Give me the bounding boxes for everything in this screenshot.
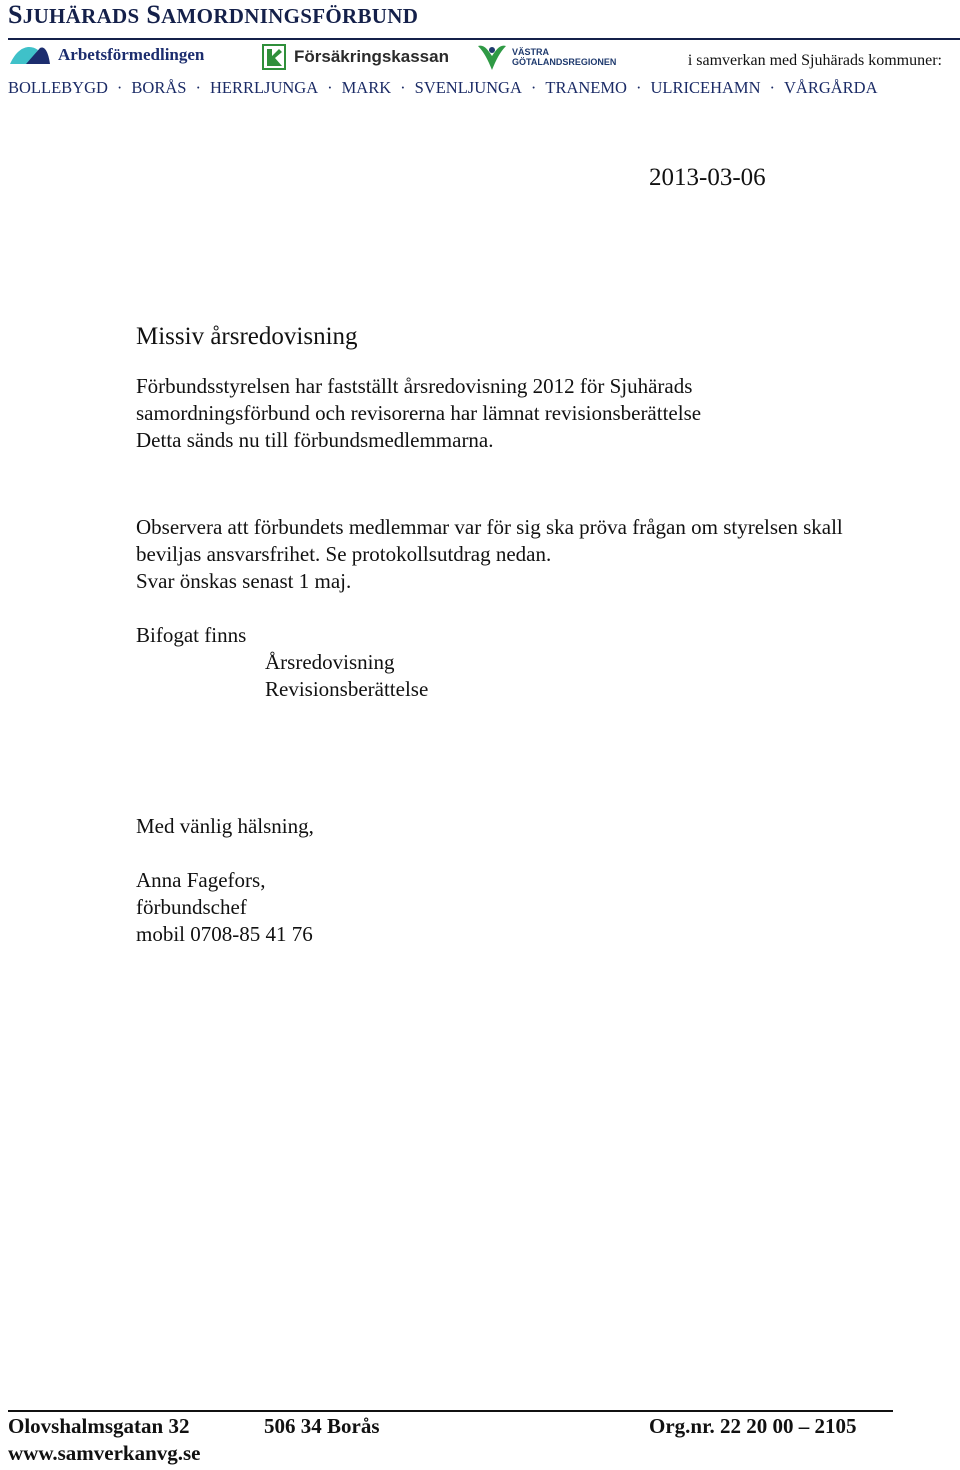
forsakringskassan-logo xyxy=(262,44,449,70)
attachments-label: Bifogat finns xyxy=(136,623,247,647)
municipality-separator: · xyxy=(635,78,642,97)
closing-greeting: Med vänlig hälsning, xyxy=(136,814,314,838)
municipality-separator: · xyxy=(195,78,201,97)
paragraph-line: samordningsförbund och revisorerna har lämnat revisionsberättelse xyxy=(136,401,702,425)
municipality-name: BOLLEBYGD xyxy=(8,78,108,97)
org-name-part-2: AMORDNINGSFÖRBUND xyxy=(161,4,419,28)
footer-website[interactable]: www.samverkanvg.se xyxy=(8,1441,201,1465)
municipality-separator: · xyxy=(327,78,333,97)
municipality-separator: · xyxy=(530,78,537,97)
paragraph-discharge xyxy=(136,514,843,595)
cooperation-statement: i samverkan med Sjuhärads kommuner: xyxy=(687,52,942,69)
signatory-phone: mobil 0708-85 41 76 xyxy=(136,922,313,946)
paragraph-line: Observera att förbundets medlemmar var för sig ska pröva frågan om styrelsen skall xyxy=(136,515,843,539)
arbetsformedlingen-name: Arbetsförmedlingen xyxy=(58,45,205,64)
forsakringskassan-emblem-icon xyxy=(262,44,286,70)
arbetsformedlingen-swoosh-icon xyxy=(8,44,52,66)
municipality-separator: · xyxy=(769,78,775,97)
municipality-name: SVENLJUNGA xyxy=(414,78,522,97)
footer-divider xyxy=(8,1410,893,1412)
vgr-emblem-icon xyxy=(476,42,508,72)
footer-org-number: Org.nr. 22 20 00 – 2105 xyxy=(649,1414,857,1438)
paragraph-annual-report xyxy=(136,373,701,454)
header-divider xyxy=(8,38,960,40)
paragraph-line: Svar önskas senast 1 maj. xyxy=(136,569,352,593)
footer-street: Olovshalmsgatan 32 xyxy=(8,1414,190,1438)
paragraph-line: beviljas ansvarsfrihet. Se protokollsutdrag nedan. xyxy=(136,542,552,566)
municipality-list xyxy=(8,78,878,98)
org-name-initial-2: S xyxy=(146,0,162,29)
signatory-role: förbundschef xyxy=(136,895,247,919)
organization-name xyxy=(8,0,418,30)
org-name-part-1: JUHÄRADS xyxy=(22,4,140,28)
municipality-name: HERRLJUNGA xyxy=(209,78,319,97)
org-name-initial-1: S xyxy=(8,0,23,29)
forsakringskassan-name: Försäkringskassan xyxy=(294,47,449,66)
vgr-name-line-2: GÖTALANDSREGIONEN xyxy=(512,57,617,67)
signatory-name: Anna Fagefors, xyxy=(136,868,266,892)
attachment-item: Årsredovisning xyxy=(265,650,395,674)
municipality-name: BORÅS xyxy=(131,78,187,97)
municipality-separator: · xyxy=(400,78,406,97)
municipality-name: ULRICEHAMN xyxy=(650,78,761,97)
document-date: 2013-03-06 xyxy=(649,164,766,191)
paragraph-line: Förbundsstyrelsen har fastställt årsredovisning 2012 för Sjuhärads xyxy=(136,374,693,398)
municipality-name: TRANEMO xyxy=(545,78,627,97)
vgr-name-line-1: VÄSTRA xyxy=(512,47,550,57)
vastra-gotalandsregionen-logo xyxy=(476,42,616,72)
document-title: Missiv årsredovisning xyxy=(136,323,358,350)
footer-city: 506 34 Borås xyxy=(264,1414,380,1438)
municipality-name: MARK xyxy=(341,78,392,97)
municipality-name: VÅRGÅRDA xyxy=(783,78,878,97)
attachment-item: Revisionsberättelse xyxy=(265,677,429,701)
paragraph-line: Detta sänds nu till förbundsmedlemmarna. xyxy=(136,428,494,452)
municipality-separator: · xyxy=(116,78,123,97)
signatory-block xyxy=(136,867,313,948)
arbetsformedlingen-logo xyxy=(8,44,204,66)
